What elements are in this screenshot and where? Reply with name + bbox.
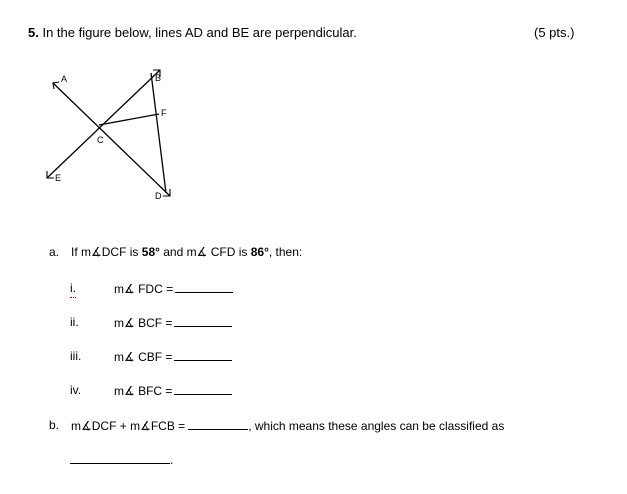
item-label: m∡ FDC =: [114, 282, 174, 296]
given-value-dcf: 58°: [141, 245, 160, 259]
label-f: F: [161, 108, 167, 118]
question-header: [28, 25, 357, 40]
item-label: m∡ BCF =: [114, 316, 173, 330]
answer-blank-bfc[interactable]: [174, 383, 232, 395]
part-a-marker: a.: [49, 245, 60, 259]
item-row: [114, 349, 232, 364]
label-b: B: [155, 73, 162, 83]
answer-blank-classification[interactable]: [70, 452, 170, 464]
answer-blank-fdc[interactable]: [175, 281, 233, 293]
label-e: E: [55, 173, 62, 183]
answer-blank-cbf[interactable]: [174, 349, 232, 361]
label-d: D: [155, 191, 162, 201]
item-roman: i.: [70, 281, 76, 295]
item-label: m∡ BFC =: [114, 384, 173, 398]
answer-blank-bcf[interactable]: [174, 315, 232, 327]
item-row: [114, 281, 233, 296]
item-row: [114, 383, 232, 398]
geometry-figure: [38, 66, 188, 206]
part-b-expression: m∡DCF + m∡FCB =: [71, 419, 186, 433]
part-a-intro: If m∡DCF is 58° and m∡ CFD is 86°, then:: [71, 245, 303, 259]
question-number: 5.: [28, 25, 39, 40]
angle-symbol: ∡: [196, 245, 208, 259]
part-b-marker: b.: [49, 418, 60, 432]
question-points: (5 pts.): [534, 25, 575, 40]
segment-bd: [151, 73, 166, 193]
part-b-tail: , which means these angles can be classified as: [248, 419, 505, 433]
answer-blank-sum[interactable]: [188, 418, 248, 430]
given-value-cfd: 86°: [250, 245, 269, 259]
item-label: m∡ CBF =: [114, 350, 173, 364]
question-prompt: In the figure below, lines AD and BE are perpendicular.: [42, 25, 357, 40]
part-b-row: [71, 418, 504, 433]
angle-symbol: ∡: [91, 245, 102, 259]
item-roman: ii.: [70, 315, 79, 329]
item-roman: iii.: [70, 349, 82, 363]
item-roman: iv.: [70, 383, 82, 397]
label-a: A: [61, 74, 68, 84]
part-b-classification-row: [70, 452, 173, 467]
item-row: [114, 315, 232, 330]
part-b-end: .: [170, 453, 174, 467]
line-ad: [53, 83, 170, 196]
label-c: C: [97, 135, 104, 145]
